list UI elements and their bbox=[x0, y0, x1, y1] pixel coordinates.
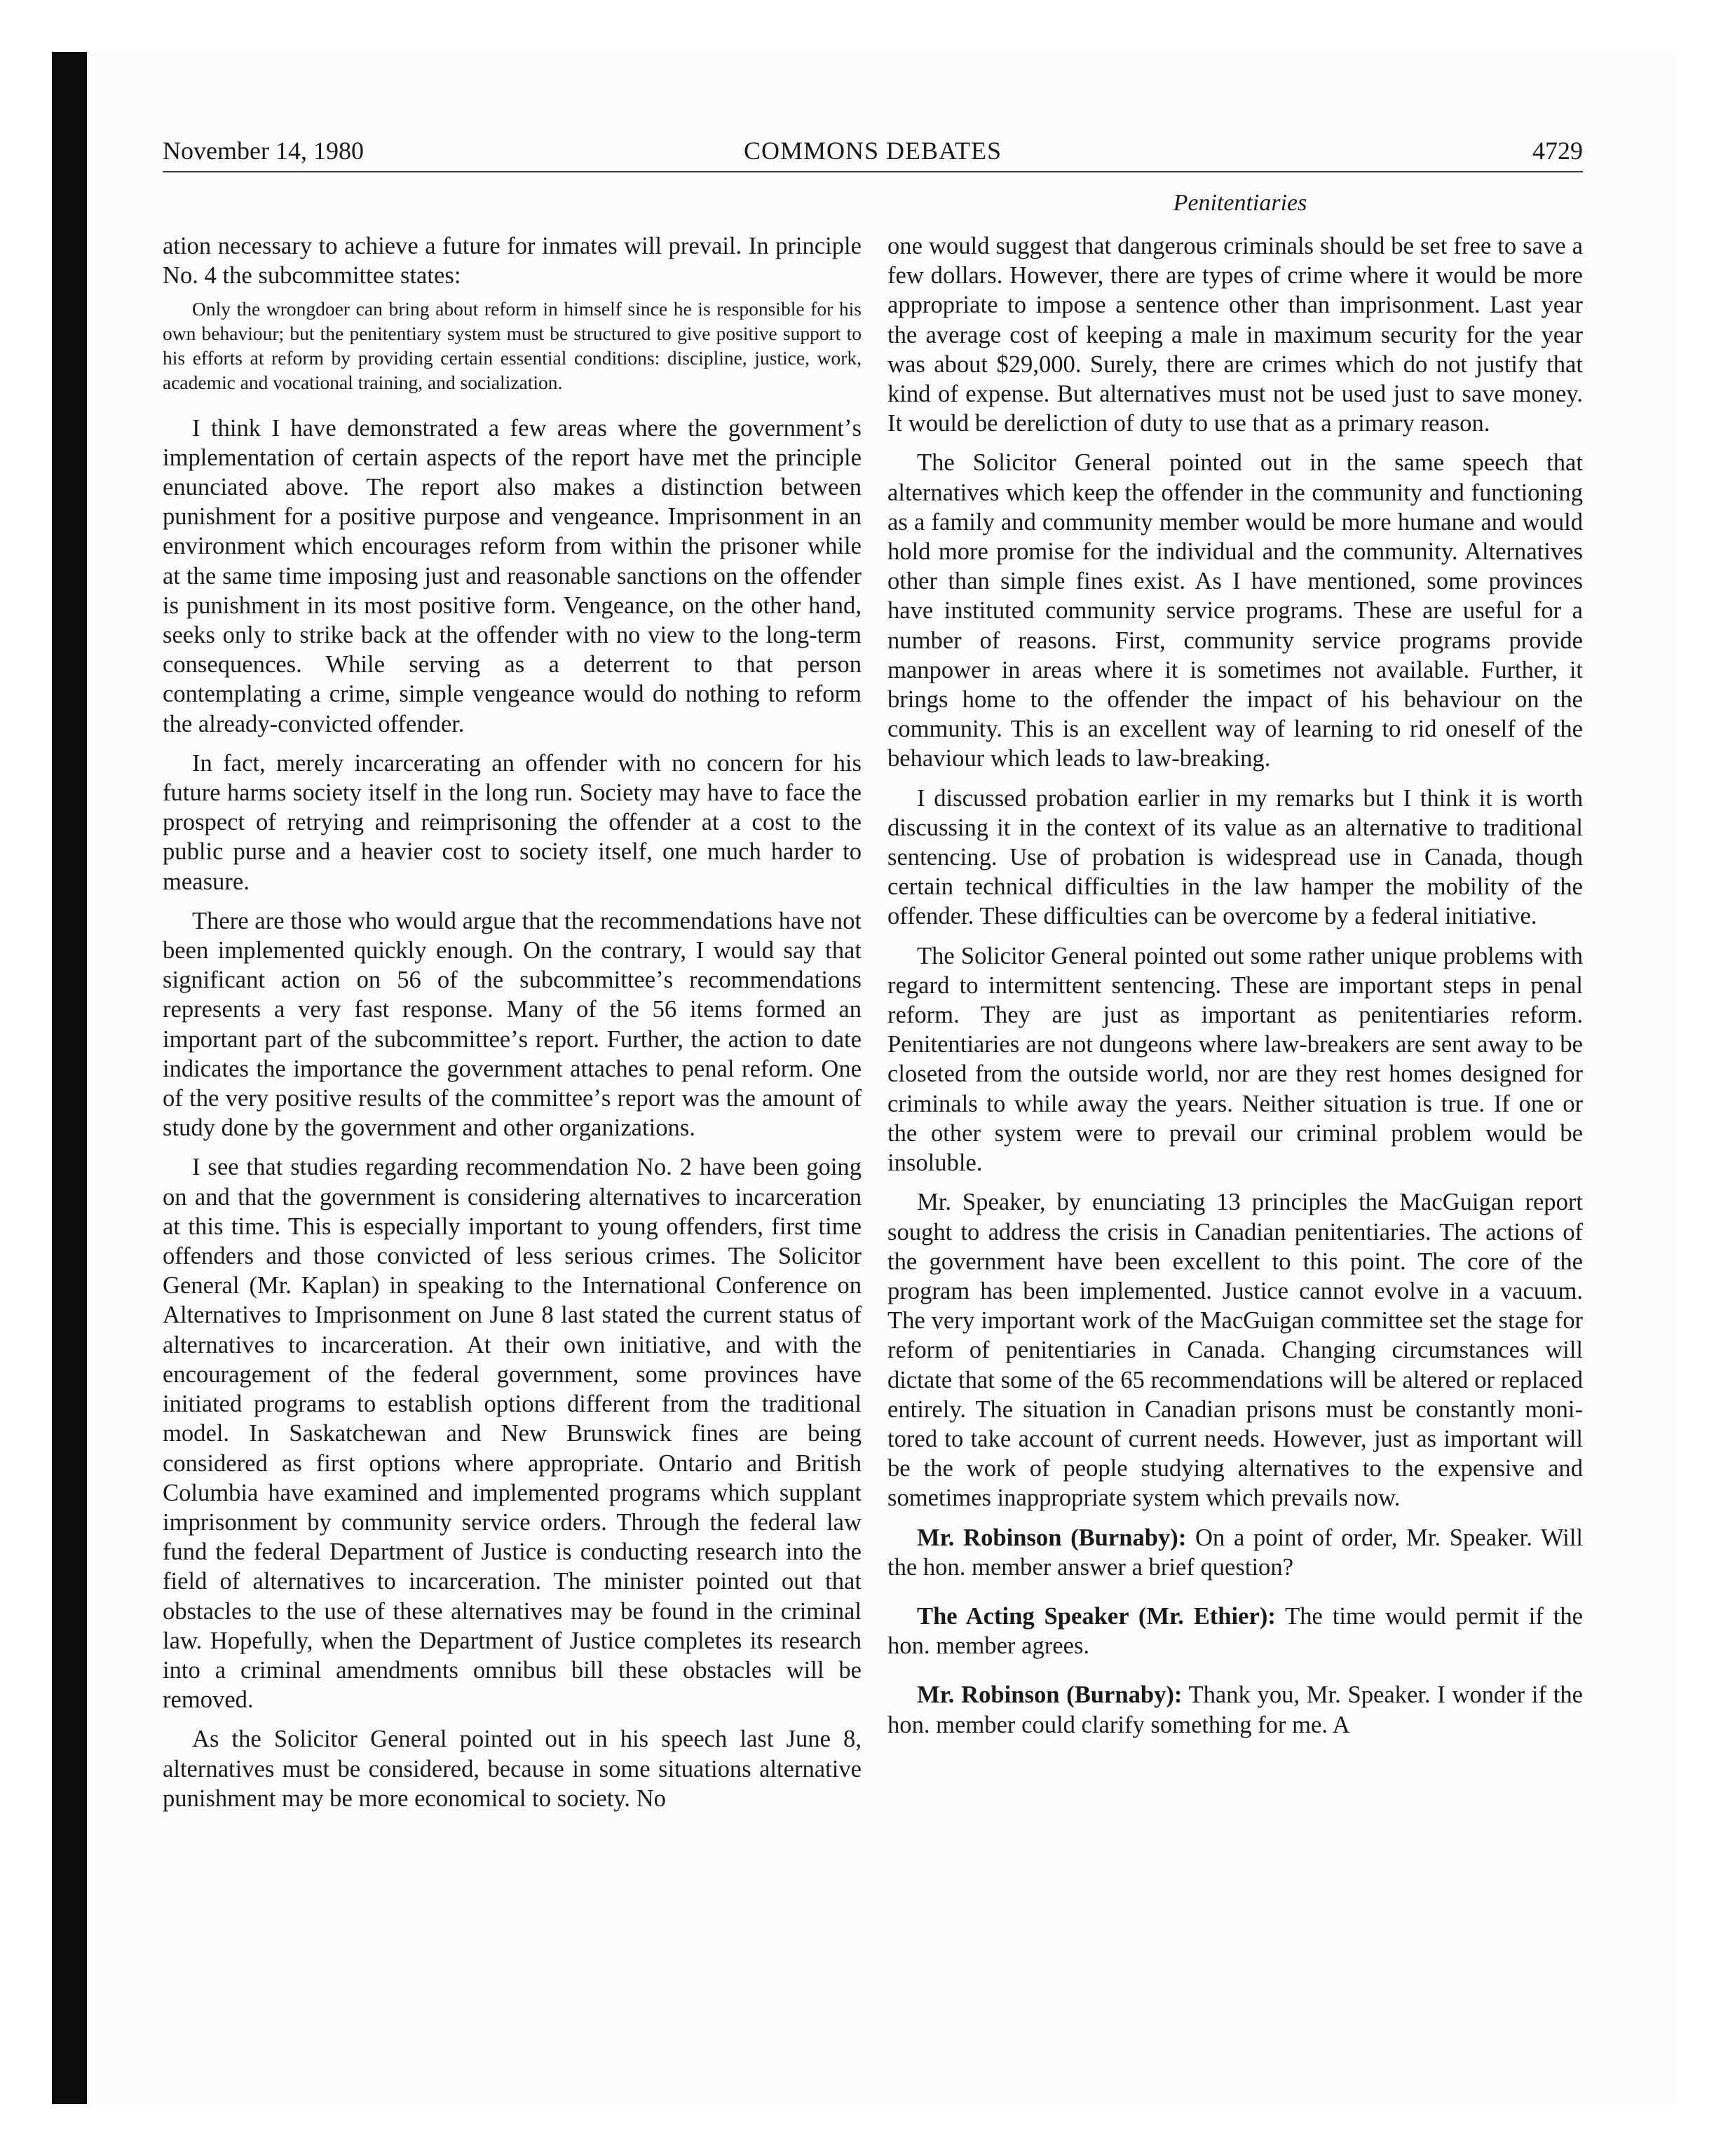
scan-border bbox=[52, 52, 87, 2104]
paragraph: one would suggest that dangerous criminals should be set free to save a few dollars. However, there are types of crime where it would be more appropriate to impose a sentence other than imprisonment. Last year the average cost of keeping a male in maximum security for the year was about $29,000. Surely, there are crimes which do not justify that kind of expense. But alternatives must not be used just to save money. It would be dereliction of duty to use that as a primary reason. bbox=[887, 233, 1583, 437]
speech-text: Thank you, Mr. Speaker. I wonder if the hon. member could clarify something for me. A bbox=[887, 1681, 1583, 1738]
speaker-name: Mr. Robinson (Burnaby): bbox=[917, 1681, 1183, 1709]
paragraph: ation necessary to achieve a future for inmates will prevail. In principle No. 4 the subcommittee states: bbox=[163, 233, 862, 289]
header-date: November 14, 1980 bbox=[163, 137, 364, 165]
speech-text: The time would permit if the hon. member agrees. bbox=[887, 1602, 1584, 1660]
speaker-name: Mr. Robinson (Burnaby): bbox=[917, 1524, 1187, 1551]
right-column bbox=[887, 231, 1583, 1740]
header-page-number: 4729 bbox=[1532, 137, 1583, 165]
subject-heading: Penitentiaries bbox=[1173, 190, 1307, 216]
speech-robinson-1 bbox=[887, 1523, 1583, 1582]
left-column bbox=[163, 231, 862, 1813]
paragraph: I see that studies regarding recommendation No. 2 have been going on and that the government is considering alternatives to incarceration at this time. This is especially important to young offenders, first time offenders and those convicted of less serious crimes. The Solicitor General (Mr. Kaplan) in speaking to the International Conference on Alternatives to Imprisonment on June 8 last stated the current status of alternatives to incarceration. At their own initiative, and with the encouragement of the federal government, some provinces have initiated programs to establish options different from the traditional model. In Saskatchewan and New Brunswick fines are being considered as first options where appropriate. Ontario and British Columbia have examined and implemented programs which supplant imprisonment by community service orders. Through the federal law fund the federal Department of Justice is conducting research into the field of alternatives to incarceration. The minister pointed out that obstacles to the use of these alternatives may be found in the criminal law. Hopefully, when the Department of Justice completes its research into a criminal amendments omnibus bill these obstacles will be removed. bbox=[163, 1154, 862, 1714]
paragraph: I think I have demonstrated a few areas where the governmentʼs implementation of certain aspects of the report have met the principle enunciated above. The report also makes a distinction between punishment for a positive purpose and vengeance. Imprisonment in an environment which encourages reform from within the prisoner while at the same time imposing just and reasonable sanctions on the offender is punishment in its most positive form. Vengeance, on the other hand, seeks only to strike back at the offender with no view to the long-term consequences. While serving as a deterrent to that person contemplating a crime, simple vengeance would do nothing to reform the already-convicted offender. bbox=[163, 414, 862, 737]
paragraph: The Solicitor General pointed out in the same speech that alternatives which keep the offender in the community and functioning as a family and community member would be more humane and would hold more promise for the individual and the community. Alternatives other than simple fines exist. As I have mentioned, some provinces have instituted community service programs. These are useful for a number of reasons. First, community service programs provide manpower in areas where it is sometimes not available. Further, it brings home to the offender the impact of his behaviour on the community. This is an excellent way of learning to rid oneself of the behaviour which leads to law-breaking. bbox=[887, 449, 1583, 772]
paragraph: Mr. Speaker, by enunciating 13 principles the MacGuigan report sought to address the crisis in Canadian penitentiaries. The actions of the government have been excellent to this point. The core of the program has been implemented. Justice cannot evolve in a vacuum. The very important work of the MacGuigan committee set the stage for reform of penitentiaries in Canada. Changing circumstances will dictate that some of the 65 recommendations will be altered or replaced entirely. The situation in Canadian prisons must be constantly monitored to take account of current needs. However, just as important will be the work of people studying alternatives to the expensive and sometimes inappropriate system which prevails now. bbox=[887, 1189, 1583, 1512]
page-header bbox=[163, 135, 1583, 172]
paragraph: There are those who would argue that the recommendations have not been implemented quickly enough. On the contrary, I would say that significant action on 56 of the subcommitteeʼs recommendations represents a very fast response. Many of the 56 items formed an important part of the subcommitteeʼs report. Further, the action to date indicates the importance the government attaches to penal reform. One of the very positive results of the committeeʼs report was the amount of study done by the government and other organizations. bbox=[163, 907, 862, 1142]
paragraph: In fact, merely incarcerating an offender with no concern for his future harms society itself in the long run. Society may have to face the prospect of retrying and reimprisoning the offender at a cost to the public purse and a heavier cost to society itself, one much harder to measure. bbox=[163, 749, 862, 895]
header-title: COMMONS DEBATES bbox=[743, 137, 1002, 165]
speech-acting-speaker bbox=[887, 1602, 1583, 1660]
paragraph: The Solicitor General pointed out some rather unique problems with regard to intermittent sentencing. These are important steps in penal reform. They are just as important as penitentiaries reform. Penitentiaries are not dungeons where law-breakers are sent away to be closeted from the outside world, nor are they rest homes designed for criminals to while away the years. Neither situation is true. If one or the other system were to prevail our criminal problem would be insoluble. bbox=[887, 942, 1583, 1177]
paragraph: I discussed probation earlier in my remarks but I think it is worth discussing it in the context of its value as an alternative to traditional sentencing. Use of probation is widespread use in Canada, though certain technical difficulties in the law hamper the mobility of the offender. These difficulties can be overcome by a federal initiative. bbox=[887, 784, 1583, 930]
speaker-name: The Acting Speaker (Mr. Ethier): bbox=[917, 1602, 1276, 1630]
paragraph: As the Solicitor General pointed out in his speech last June 8, alternatives must be considered, because in some situations alternative punishment may be more economical to society. No bbox=[163, 1726, 862, 1812]
speech-robinson-2 bbox=[887, 1680, 1583, 1739]
speech-text: On a point of order, Mr. Speaker. Will the hon. member answer a brief question? bbox=[887, 1524, 1583, 1581]
block-quote: Only the wrongdoer can bring about reform in himself since he is responsible for his own behaviour; but the penitentiary system must be structured to give positive support to his efforts at reform by providing certain essential conditions: discipline, justice, work, academic and vocational training, and socialization. bbox=[163, 298, 862, 393]
